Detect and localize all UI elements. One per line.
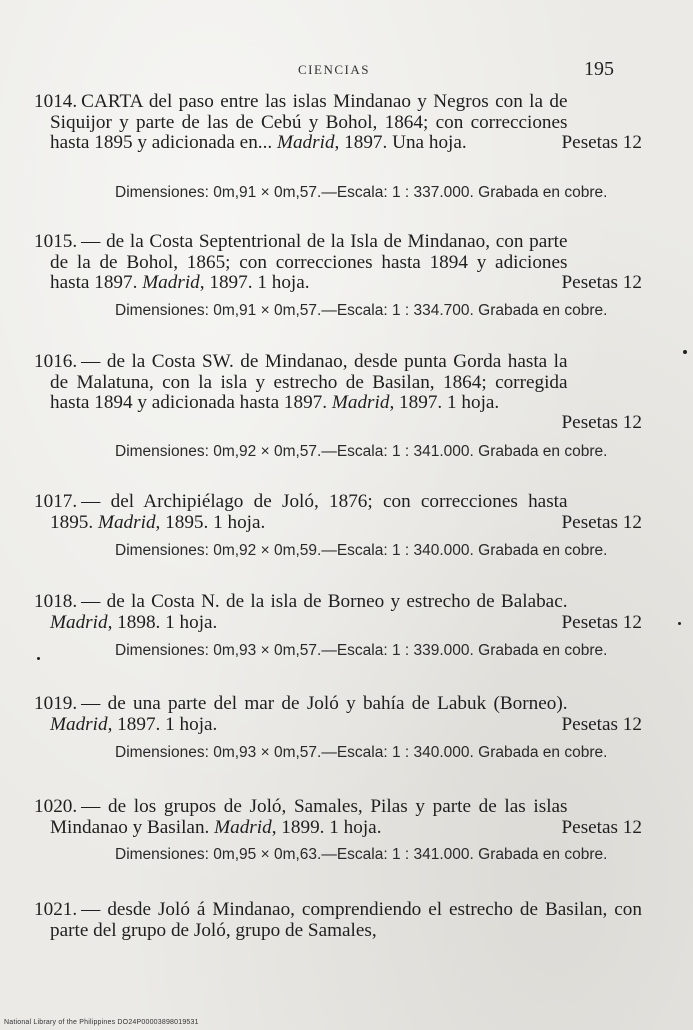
- entry-place: Madrid: [50, 713, 108, 735]
- entry-number: 1014.: [34, 91, 78, 112]
- entry-place: Madrid: [97, 511, 156, 533]
- entry-number: 1018.: [34, 591, 78, 612]
- entry-dimensions: Dimensiones: 0m,91 × 0m,57.—Escala: 1 : 337.000. Grabada en cobre.: [115, 184, 608, 201]
- page-number: 195: [584, 58, 614, 80]
- entry-description: — de los grupos de Joló, Samales, Pilas y parte de las islas Mindanao y Basilan.: [50, 796, 568, 838]
- entry-number: 1017.: [34, 491, 78, 512]
- entry-price: Pesetas 12: [561, 412, 642, 433]
- entry-description-end: , 1895. 1 hoja.: [155, 511, 266, 533]
- entry-place: Madrid: [276, 132, 335, 153]
- entry-place: Madrid: [50, 611, 108, 633]
- entry-number: 1020.: [34, 796, 78, 817]
- entry-price: Pesetas 12: [561, 817, 642, 838]
- entry-price: Pesetas 12: [561, 714, 642, 735]
- entry-number: 1019.: [34, 693, 78, 714]
- ink-speck: [37, 657, 40, 660]
- entry-price: Pesetas 12: [561, 272, 642, 293]
- entry-place: Madrid: [331, 392, 390, 413]
- entry-description: — desde Joló á Mindanao, comprendiendo el estrecho de Basilan, con parte del grupo de Joló, grupo de Samales,: [50, 899, 642, 941]
- entry-description-end: , 1897. Una hoja.: [334, 132, 467, 153]
- entry-dimensions: Dimensiones: 0m,95 × 0m,63.—Escala: 1 : 341.000. Grabada en cobre.: [115, 846, 608, 863]
- entry-dimensions: Dimensiones: 0m,92 × 0m,59.—Escala: 1 : 340.000. Grabada en cobre.: [115, 542, 608, 559]
- entry-description: — de una parte del mar de Joló y bahía de Labuk (Borneo).: [81, 693, 568, 714]
- entry-description-end: , 1899. 1 hoja.: [271, 816, 382, 838]
- entry-dimensions: Dimensiones: 0m,93 × 0m,57.—Escala: 1 : 339.000. Grabada en cobre.: [115, 642, 608, 659]
- entry-description: — del Archipiélago de Joló, 1876; con correcciones hasta 1895.: [50, 491, 568, 533]
- entry-description: — de la Costa Septentrional de la Isla de Mindanao, con parte de la de Bohol, 1865; con correcciones hasta 1894 y adiciones hasta 1897.: [50, 231, 568, 293]
- scan-credit: National Library of the Philippines DO24P00003898019531: [4, 1019, 199, 1026]
- entry-description: — de la Costa SW. de Mindanao, desde punta Gorda hasta la de Malatuna, con la isla y estrecho de Basilan, 1864; corregida hasta 1894 y adicionada hasta 1897.: [50, 351, 568, 413]
- entry-description: CARTA del paso entre las islas Mindanao y Negros con la de Siquijor y parte de las de Cebú y Bohol, 1864; con correcciones hasta 1895 y adicionada en...: [50, 91, 568, 153]
- entry-place: Madrid: [214, 816, 272, 838]
- entry-number: 1015.: [34, 231, 78, 252]
- entry-number: 1016.: [34, 351, 78, 372]
- entry-description: — de la Costa N. de la isla de Borneo y estrecho de Balabac.: [81, 591, 568, 612]
- entry-dimensions: Dimensiones: 0m,91 × 0m,57.—Escala: 1 : 334.700. Grabada en cobre.: [115, 302, 608, 319]
- entry-description-end: , 1897. 1 hoja.: [107, 713, 218, 735]
- entry-price: Pesetas 12: [561, 512, 642, 533]
- entry-dimensions: Dimensiones: 0m,93 × 0m,57.—Escala: 1 : 340.000. Grabada en cobre.: [115, 744, 608, 761]
- entry-description-end: , 1898. 1 hoja.: [107, 611, 218, 633]
- entry-price: Pesetas 12: [561, 132, 642, 153]
- ink-speck: [678, 622, 681, 625]
- ink-speck: [683, 350, 687, 354]
- entry-number: 1021.: [34, 899, 78, 920]
- running-head: [0, 58, 693, 82]
- entry-dimensions: Dimensiones: 0m,92 × 0m,57.—Escala: 1 : 341.000. Grabada en cobre.: [115, 443, 608, 460]
- section-title: CIENCIAS: [298, 62, 370, 77]
- entry-place: Madrid: [142, 272, 200, 293]
- entry-description-end: , 1897. 1 hoja.: [389, 392, 500, 413]
- entry-description-end: , 1897. 1 hoja.: [199, 272, 310, 293]
- entry-price: Pesetas 12: [561, 612, 642, 633]
